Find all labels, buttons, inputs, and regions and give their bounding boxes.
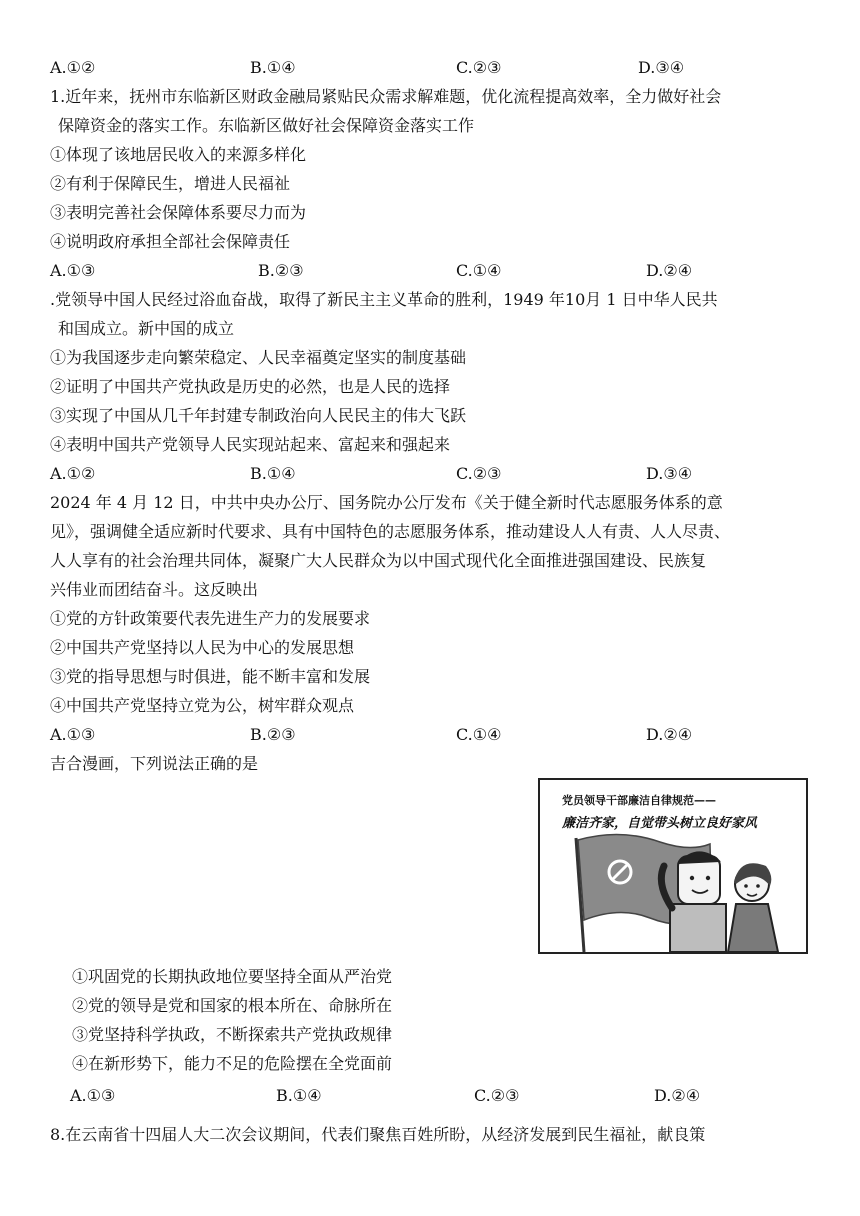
choice-item: ④表明中国共产党领导人民实现站起来、富起来和强起来 [50, 435, 451, 454]
choice-item: ①为我国逐步走向繁荣稳定、人民幸福奠定坚实的制度基础 [50, 348, 467, 367]
choice-item: ①体现了该地居民收入的来源多样化 [50, 145, 307, 164]
option-b: B.①④ [276, 1086, 322, 1105]
option-c: C.②③ [456, 58, 502, 77]
choice-item: ④在新形势下，能力不足的危险摆在全党面前 [72, 1054, 393, 1073]
option-d: D.③④ [646, 464, 693, 483]
option-b: B.①④ [250, 464, 296, 483]
woman-body [728, 904, 778, 952]
options-row [50, 260, 810, 282]
option-a: A.①② [50, 58, 96, 77]
option-d: D.②④ [646, 261, 693, 280]
option-d: D.②④ [654, 1086, 701, 1105]
option-c: C.②③ [456, 464, 502, 483]
question-stem: 保障资金的落实工作。东临新区做好社会保障资金落实工作 [58, 116, 475, 135]
option-b: B.②③ [250, 725, 296, 744]
options-row [50, 724, 810, 746]
option-a: A.①③ [70, 1086, 116, 1105]
question-stem: 8.在云南省十四届人大二次会议期间，代表们聚焦百姓所盼，从经济发展到民生福祉，献良策 [50, 1125, 706, 1144]
choice-item: ③党坚持科学执政，不断探索共产党执政规律 [72, 1025, 393, 1044]
choice-item: ①党的方针政策要代表先进生产力的发展要求 [50, 609, 371, 628]
choice-item: ②中国共产党坚持以人民为中心的发展思想 [50, 638, 355, 657]
question-stem: 人人享有的社会治理共同体，凝聚广大人民群众为以中国式现代化全面推进强国建设、民族复 [50, 551, 707, 570]
options-row [50, 57, 810, 79]
option-b: B.①④ [250, 58, 296, 77]
choice-item: ②证明了中国共产党执政是历史的必然，也是人民的选择 [50, 377, 451, 396]
options-row [70, 1085, 830, 1107]
choice-item: ②党的领导是党和国家的根本所在、命脉所在 [72, 996, 393, 1015]
option-a: A.①② [50, 464, 96, 483]
cartoon-title: 党员领导干部廉洁自律规范—— [562, 794, 716, 807]
question-stem: 2024 年 4 月 12 日，中共中央办公厅、国务院办公厅发布《关于健全新时代志愿服务体系的意 [50, 493, 723, 512]
choice-item: ④说明政府承担全部社会保障责任 [50, 232, 291, 251]
cartoon-drawing [540, 780, 806, 952]
man-body [670, 904, 726, 952]
question-stem: .党领导中国人民经过浴血奋战，取得了新民主主义革命的胜利，1949 年10月 1 日中华人民共 [50, 290, 718, 309]
option-c: C.①④ [456, 261, 502, 280]
cartoon-image [538, 778, 808, 954]
option-d: D.②④ [646, 725, 693, 744]
cartoon-caption: 廉洁齐家，自觉带头树立良好家风 [562, 816, 758, 831]
question-stem: 见》，强调健全适应新时代要求、具有中国特色的志愿服务体系，推动建设人人有责、人人尽责、 [50, 522, 731, 541]
choice-item: ①巩固党的长期执政地位要坚持全面从严治党 [72, 967, 393, 986]
option-c: C.②③ [474, 1086, 520, 1105]
question-stem: 吉合漫画，下列说法正确的是 [50, 754, 259, 773]
choice-item: ②有利于保障民生，增进人民福祉 [50, 174, 291, 193]
choice-item: ③党的指导思想与时俱进，能不断丰富和发展 [50, 667, 371, 686]
choice-item: ③表明完善社会保障体系要尽力而为 [50, 203, 307, 222]
options-row [50, 463, 810, 485]
option-c: C.①④ [456, 725, 502, 744]
option-a: A.①③ [50, 725, 96, 744]
question-stem: 和国成立。新中国的成立 [58, 319, 235, 338]
choice-item: ④中国共产党坚持立党为公，树牢群众观点 [50, 696, 355, 715]
question-stem: 兴伟业而团结奋斗。这反映出 [50, 580, 259, 599]
choice-item: ③实现了中国从几千年封建专制政治向人民民主的伟大飞跃 [50, 406, 467, 425]
option-d: D.③④ [638, 58, 685, 77]
option-b: B.②③ [258, 261, 304, 280]
option-a: A.①③ [50, 261, 96, 280]
question-stem: 1.近年来，抚州市东临新区财政金融局紧贴民众需求解难题，优化流程提高效率，全力做好社会 [50, 87, 722, 106]
